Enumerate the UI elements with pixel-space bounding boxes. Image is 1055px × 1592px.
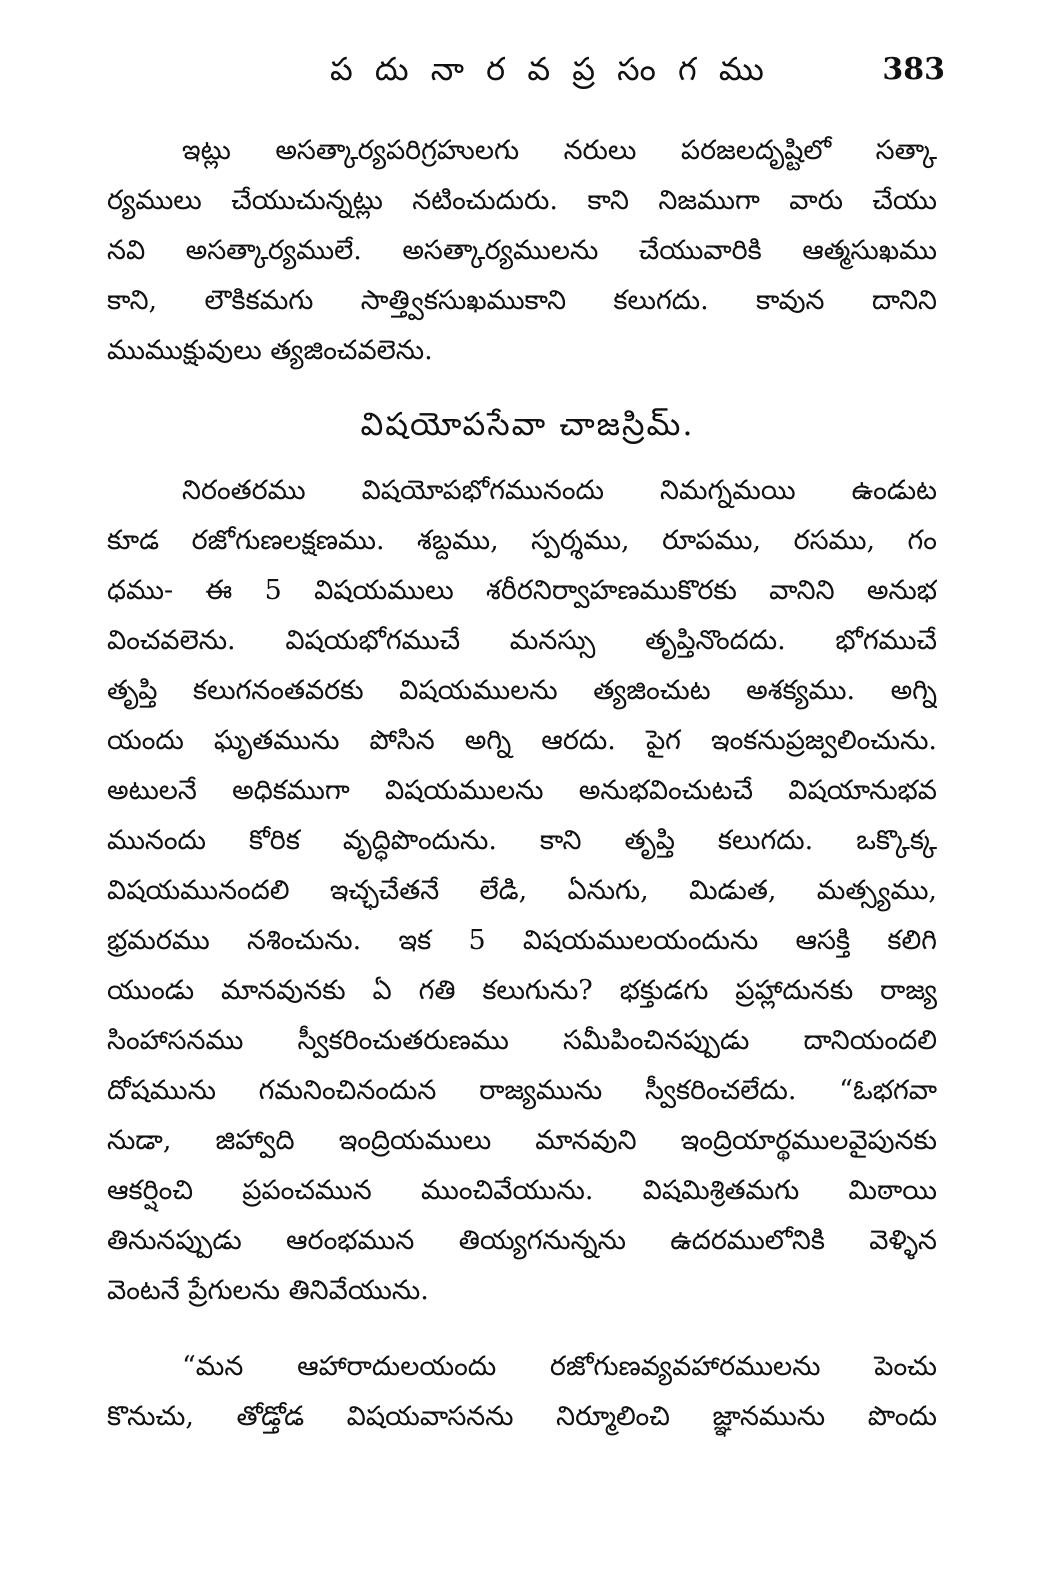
text-line: తృప్తి కలుగనంతవరకు విషయములను త్యజించుట అశక్యము. అగ్ని xyxy=(107,675,937,706)
text-line: ర్యములు చేయుచున్నట్లు నటించుదురు. కాని నిజముగా వారు చేయు xyxy=(107,185,937,216)
text-line: తినునప్పుడు ఆరంభమున తియ్యగనున్నను ఉదరములోనికి వెళ్ళిన xyxy=(107,1225,937,1256)
text-line: ఇట్లు అసత్కార్యపరిగ్రహులగు నరులు పరజలదృష్టిలో సత్కా xyxy=(182,135,937,166)
text-line: ధము- ఈ 5 విషయములు శరీరనిర్వాహణముకొరకు వానిని అనుభ xyxy=(107,575,937,606)
text-line: “మన ఆహారాదులయందు రజోగుణవ్యవహారములను పెంచు xyxy=(182,1351,937,1382)
section-heading: విషయోపసేవా చాజస్రిమ్. xyxy=(360,405,695,443)
text-line: యుండు మానవునకు ఏ గతి కలుగును? భక్తుడగు ప్రహ్లాదునకు రాజ్య xyxy=(107,975,937,1006)
text-line: అటులనే అధికముగా విషయములను అనుభవించుటచే విషయానుభవ xyxy=(107,775,937,806)
running-head xyxy=(0,50,1055,96)
text-line: వెంటనే ప్రేగులను తినివేయును. xyxy=(107,1275,429,1306)
text-line: మునందు కోరిక వృద్ధిపొందును. కాని తృప్తి కలుగదు. ఒక్కొక్క xyxy=(107,825,937,856)
text-line: కొనుచు, తోడ్తోడ విషయవాసనను నిర్మూలించి జ్ఞానమును పొందు xyxy=(107,1401,937,1432)
text-line: సింహాసనము స్వీకరించుతరుణము సమీపించినప్పుడు దానియందలి xyxy=(107,1025,937,1056)
text-line: విషయమునందలి ఇచ్ఛచేతనే లేడి, ఏనుగు, మిడుత, మత్స్యము, xyxy=(107,875,937,906)
text-line: ఆకర్షించి ప్రపంచమున ముంచివేయును. విషమిశ్రితమగు మిఠాయి xyxy=(107,1175,937,1206)
text-line: వించవలెను. విషయభోగముచే మనస్సు తృప్తినొందదు. భోగముచే xyxy=(107,625,937,656)
text-line: ముముక్షువులు త్యజించవలెను. xyxy=(107,335,433,366)
text-line: కాని, లౌకికమగు సాత్త్వికసుఖముకాని కలుగదు. కావున దానిని xyxy=(107,285,937,316)
text-line: నవి అసత్కార్యములే. అసత్కార్యములను చేయువారికి ఆత్మసుఖము xyxy=(107,235,937,266)
paragraph-1 xyxy=(107,126,937,376)
paragraph-3 xyxy=(107,1342,937,1442)
text-line: కూడ రజోగుణలక్షణము. శబ్దము, స్పర్శము, రూపము, రసము, గం xyxy=(107,525,937,556)
text-line: నిరంతరము విషయోపభోగమునందు నిమగ్నమయి ఉండుట xyxy=(182,475,937,506)
text-line: నుడా, జిహ్వాది ఇంద్రియములు మానవుని ఇంద్రియార్థములవైపునకు xyxy=(107,1125,937,1156)
page-number: 383 xyxy=(882,52,945,87)
text-line: దోషమును గమనించినందున రాజ్యమును స్వీకరించలేదు. “ఓభగవా xyxy=(107,1075,937,1106)
text-line: యందు ఘృతమును పోసిన అగ్ని ఆరదు. పైగ ఇంకనుప్రజ్వలించును. xyxy=(107,725,937,756)
paragraph-2 xyxy=(107,466,937,1316)
text-line: భ్రమరము నశించును. ఇక 5 విషయములయందును ఆసక్తి కలిగి xyxy=(107,925,937,956)
running-title: ప దు నా ర వ ప్ర సం గ ము xyxy=(330,50,770,88)
